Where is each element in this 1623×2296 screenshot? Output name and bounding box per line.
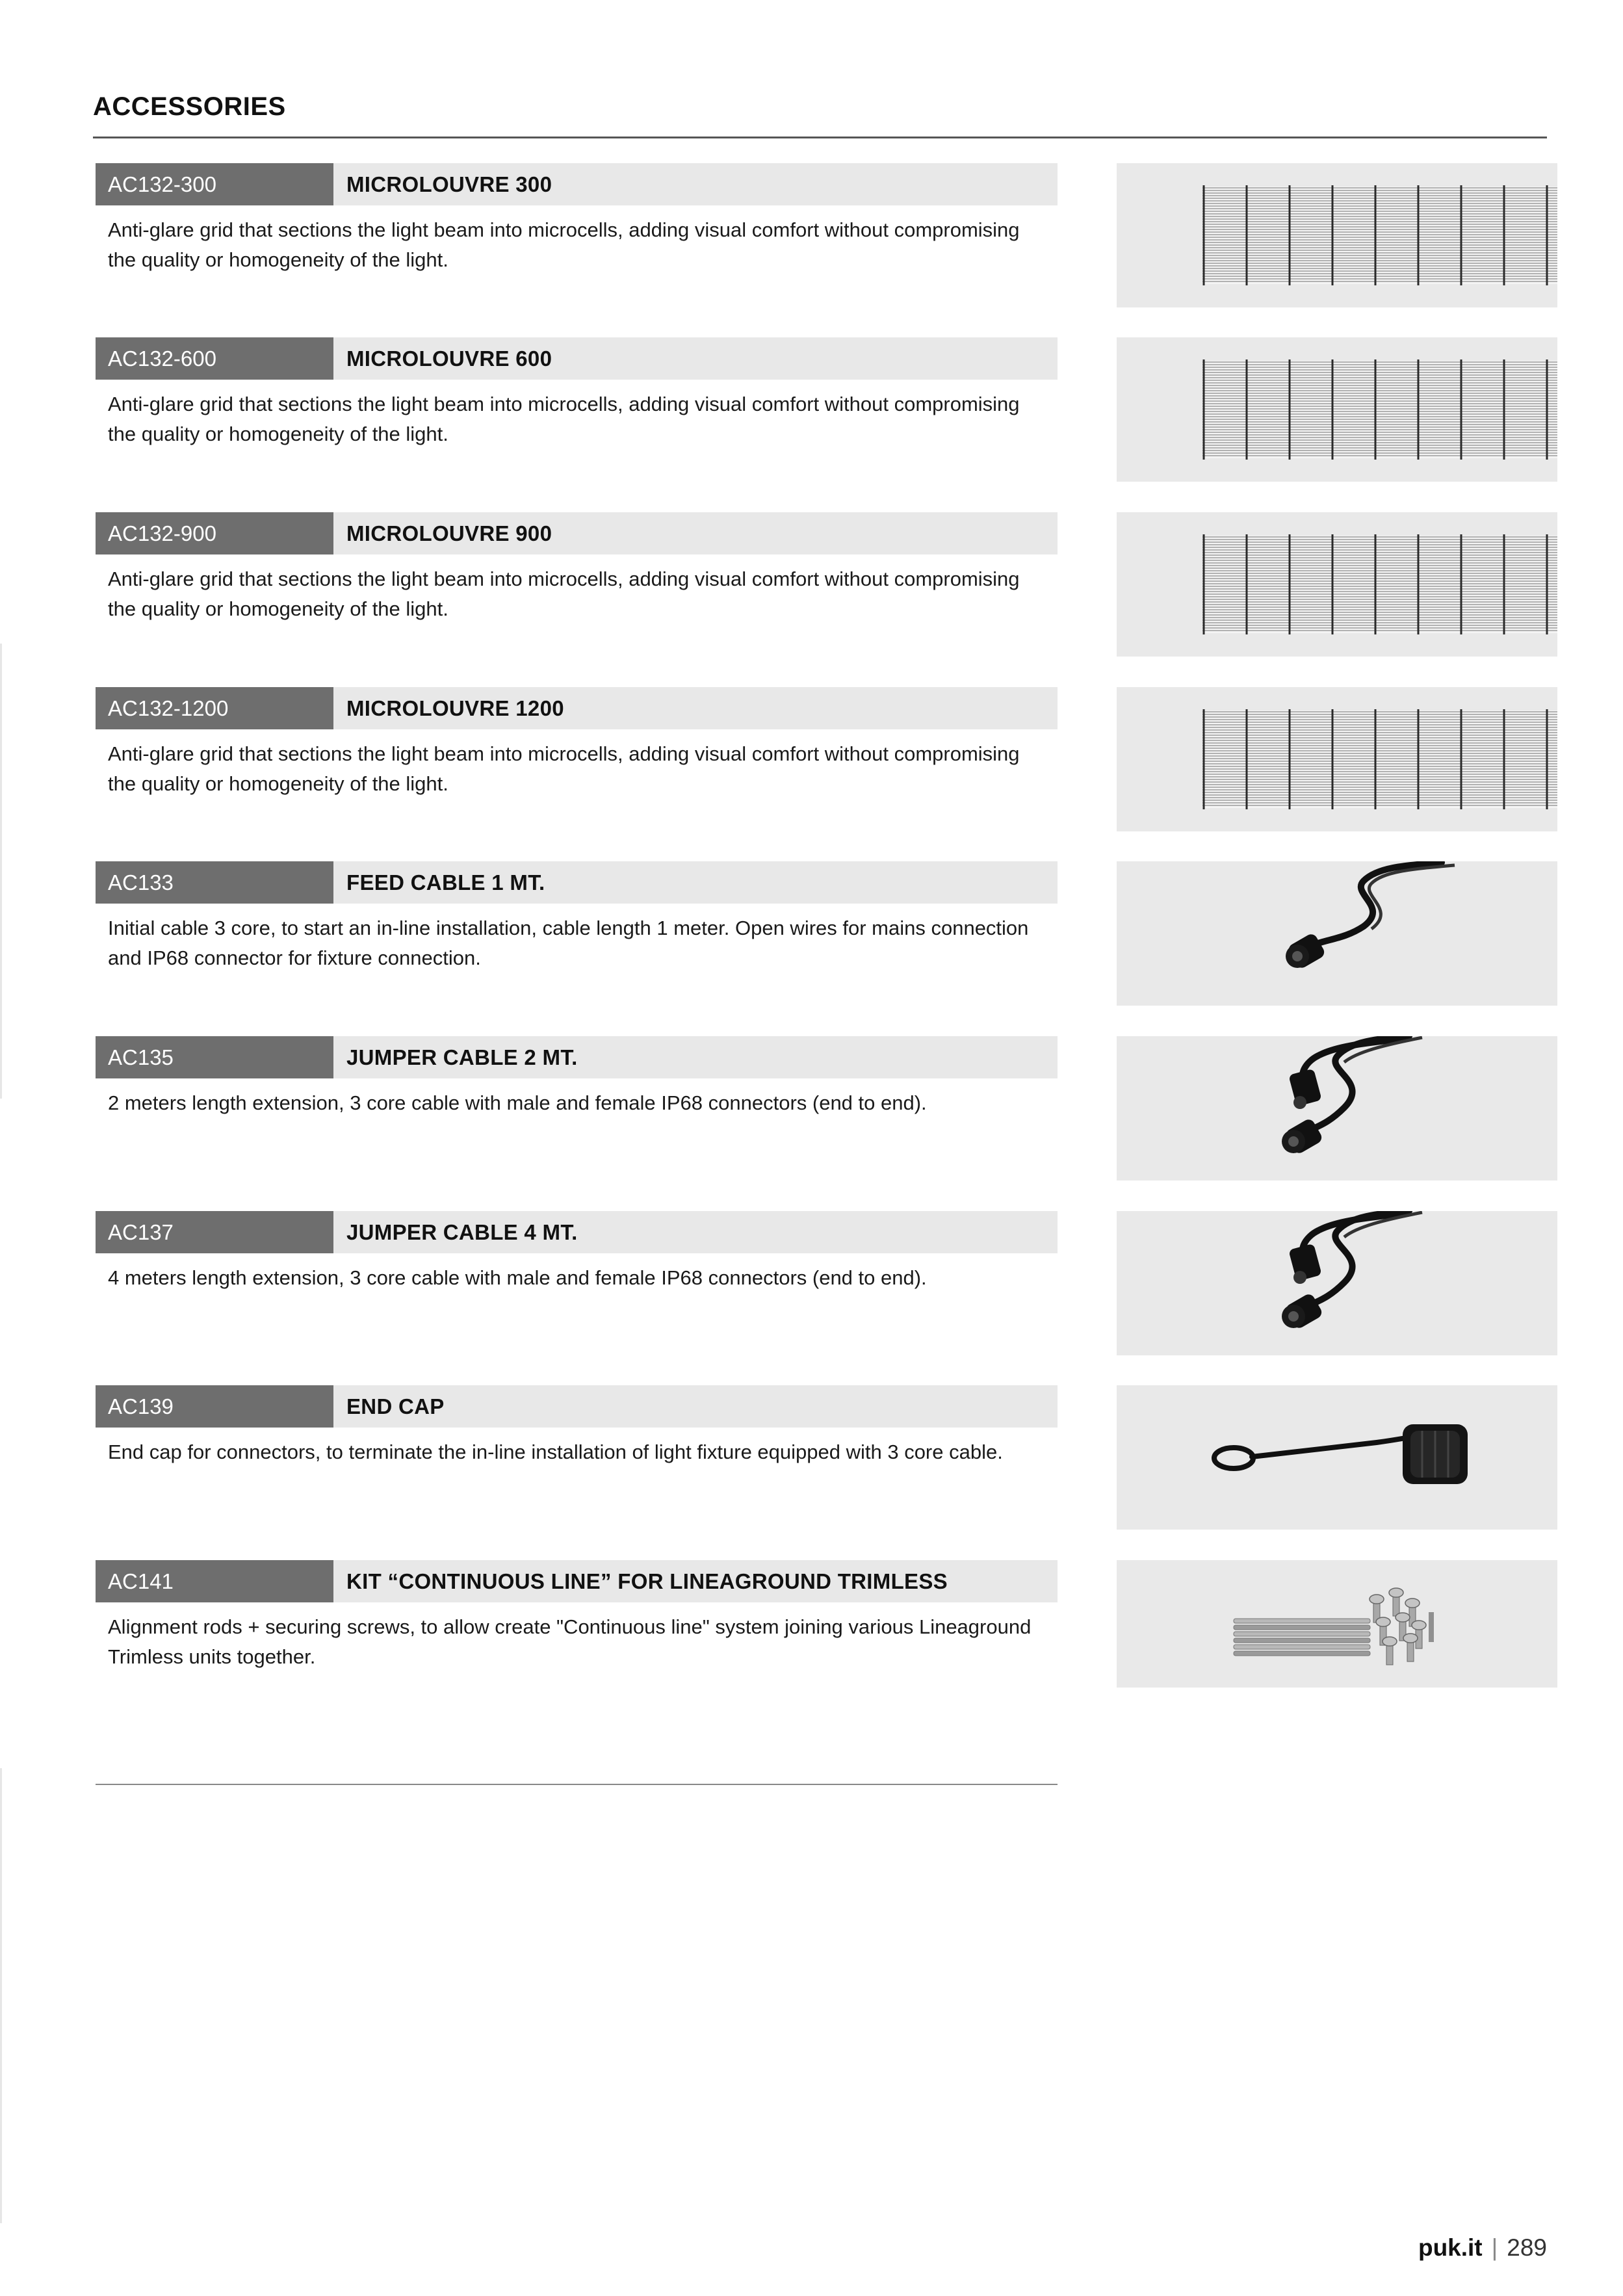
- accessory-description: Anti-glare grid that sections the light beam into microcells, adding visual comfort without compromising the quality or homogeneity of the light.: [108, 393, 1020, 445]
- footer-separator: |: [1491, 2234, 1498, 2261]
- accessory-name: MICROLOUVRE 600: [346, 346, 552, 371]
- accessory-code: AC135: [96, 1036, 333, 1078]
- item-divider: [96, 1784, 1058, 1785]
- accessory-header-bar: [96, 1560, 1058, 1602]
- accessory-header-bar: [96, 1385, 1058, 1428]
- accessory-header-bar: [96, 1036, 1058, 1078]
- product-image: [1117, 687, 1557, 831]
- accessory-code: AC132-1200: [96, 687, 333, 729]
- footer-site[interactable]: puk.it: [1418, 2234, 1483, 2261]
- product-image: [1117, 1036, 1557, 1181]
- accessory-code: AC132-300: [96, 163, 333, 205]
- product-image: [1117, 512, 1557, 657]
- page-edge-marker: [0, 1768, 2, 2223]
- accessory-description: Initial cable 3 core, to start an in-line installation, cable length 1 meter. Open wires for mains connection and IP68 connector for fixture connection.: [108, 917, 1029, 969]
- product-image: [1117, 163, 1557, 307]
- accessory-code: AC137: [96, 1211, 333, 1253]
- accessory-item: [96, 861, 1558, 1037]
- accessory-item: [96, 1211, 1558, 1387]
- product-image: [1117, 1560, 1557, 1688]
- accessory-code: AC133: [96, 861, 333, 904]
- accessory-item: [96, 512, 1558, 688]
- accessory-header-bar: [96, 163, 1058, 205]
- accessory-name: JUMPER CABLE 4 MT.: [346, 1220, 578, 1244]
- accessory-header-bar: [96, 337, 1058, 380]
- accessory-name: FEED CABLE 1 MT.: [346, 870, 545, 894]
- accessory-item: [96, 1385, 1558, 1561]
- accessory-code: AC141: [96, 1560, 333, 1602]
- accessory-code: AC132-600: [96, 337, 333, 380]
- accessory-name: END CAP: [346, 1394, 445, 1418]
- accessory-item: [96, 1036, 1558, 1212]
- product-image: [1117, 337, 1557, 482]
- accessory-item: [96, 687, 1558, 863]
- accessory-description: End cap for connectors, to terminate the in-line installation of light fixture equipped with 3 core cable.: [108, 1441, 1003, 1463]
- accessory-header-bar: [96, 512, 1058, 554]
- accessory-name: MICROLOUVRE 900: [346, 521, 552, 545]
- accessory-code: AC139: [96, 1385, 333, 1428]
- page-title: ACCESSORIES: [93, 92, 286, 121]
- page-number: 289: [1507, 2234, 1547, 2261]
- accessory-description: Anti-glare grid that sections the light beam into microcells, adding visual comfort without compromising the quality or homogeneity of the light.: [108, 218, 1020, 271]
- accessory-name: MICROLOUVRE 1200: [346, 696, 564, 720]
- accessory-item: [96, 163, 1558, 339]
- accessory-item: [96, 1560, 1558, 1736]
- page-edge-marker: [0, 644, 2, 1099]
- accessory-code: AC132-900: [96, 512, 333, 554]
- page-footer: [1418, 2234, 1547, 2262]
- accessory-description: 2 meters length extension, 3 core cable with male and female IP68 connectors (end to end).: [108, 1091, 927, 1114]
- accessory-header-bar: [96, 1211, 1058, 1253]
- title-divider: [93, 137, 1547, 138]
- accessory-header-bar: [96, 861, 1058, 904]
- accessory-description: 4 meters length extension, 3 core cable with male and female IP68 connectors (end to end).: [108, 1266, 927, 1289]
- accessory-item: [96, 337, 1558, 513]
- accessory-name: MICROLOUVRE 300: [346, 172, 552, 196]
- product-image: [1117, 1385, 1557, 1530]
- accessory-name: JUMPER CABLE 2 MT.: [346, 1045, 578, 1069]
- accessory-name: KIT “CONTINUOUS LINE” FOR LINEAGROUND TRIMLESS: [346, 1569, 948, 1593]
- accessory-description: Alignment rods + securing screws, to allow create "Continuous line" system joining various Lineaground Trimless units together.: [108, 1615, 1032, 1668]
- product-image: [1117, 861, 1557, 1006]
- accessory-header-bar: [96, 687, 1058, 729]
- accessory-description: Anti-glare grid that sections the light beam into microcells, adding visual comfort without compromising the quality or homogeneity of the light.: [108, 742, 1020, 795]
- accessory-description: Anti-glare grid that sections the light beam into microcells, adding visual comfort without compromising the quality or homogeneity of the light.: [108, 567, 1020, 620]
- product-image: [1117, 1211, 1557, 1355]
